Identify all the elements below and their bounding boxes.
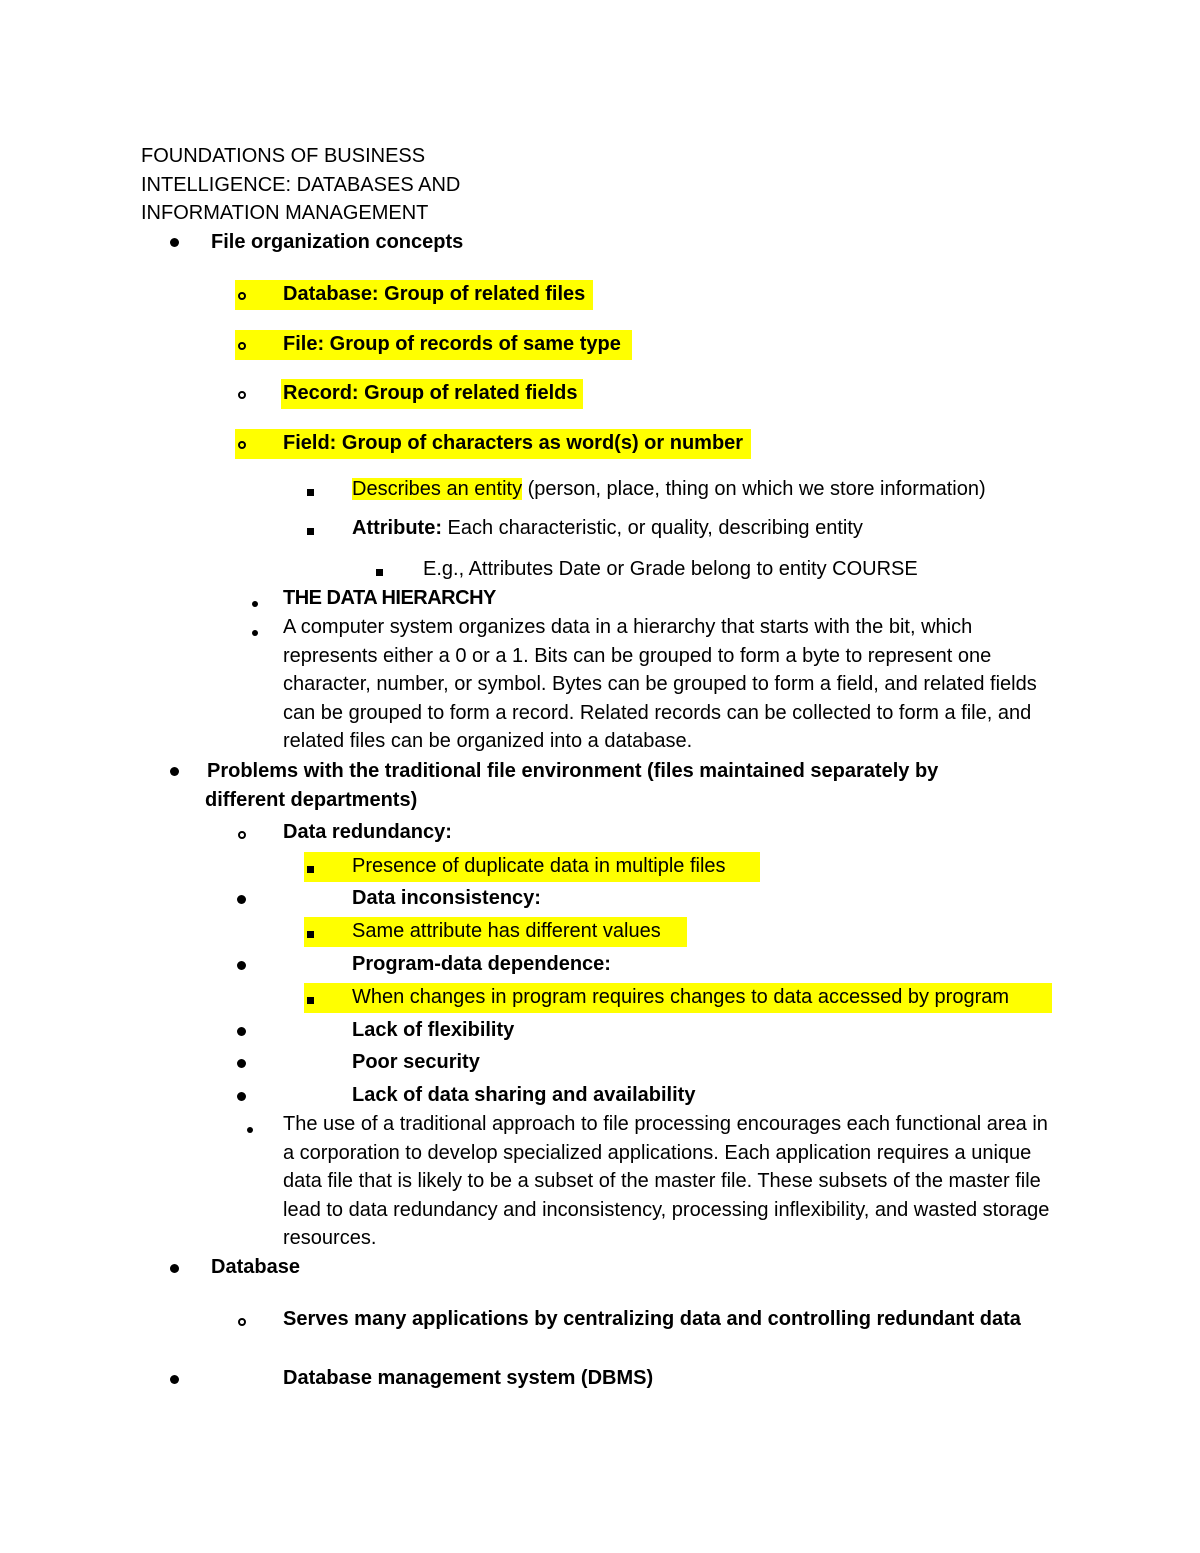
traditional-approach-paragraph: The use of a traditional approach to file processing encourages each functional area in a corporation to develop specialized applications. Each application requires a unique data file that is likely to be a subset of the master file. These subsets of the master file lead to data redundancy and inconsistency, processing inflexibility, and wasted storage resources.	[283, 1113, 1050, 1250]
attribute-line	[352, 514, 863, 543]
square-bullet-icon	[307, 482, 314, 502]
bullet-icon	[252, 593, 258, 613]
entity-line	[352, 475, 986, 504]
bullet-icon	[247, 1119, 253, 1139]
item-field: Field: Group of characters as word(s) or number	[283, 432, 744, 454]
dependence-definition: When changes in program requires changes to data accessed by program	[352, 986, 1010, 1008]
data-redundancy: Data redundancy:	[283, 821, 452, 843]
dbms-heading: Database management system (DBMS)	[283, 1367, 654, 1389]
attribute-label: Attribute:	[352, 517, 442, 539]
bullet-icon	[237, 1022, 246, 1042]
inconsistency-definition: Same attribute has different values	[352, 920, 661, 942]
database-serves: Serves many applications by centralizing data and controlling redundant data	[283, 1308, 1021, 1330]
square-bullet-icon	[307, 521, 314, 541]
square-bullet-icon	[307, 859, 314, 879]
circle-bullet-icon	[238, 385, 248, 405]
square-bullet-icon	[376, 562, 383, 582]
title-line-1: FOUNDATIONS OF BUSINESS	[141, 145, 426, 167]
bullet-icon	[237, 956, 246, 976]
file-org-heading: File organization concepts	[211, 231, 464, 253]
bullet-icon	[237, 1087, 246, 1107]
square-bullet-icon	[307, 924, 314, 944]
hierarchy-heading: THE DATA HIERARCHY	[283, 587, 496, 609]
database-heading: Database	[211, 1256, 300, 1278]
lack-of-flexibility: Lack of flexibility	[352, 1019, 515, 1041]
bullet-icon	[252, 622, 258, 642]
hierarchy-paragraph: A computer system organizes data in a hierarchy that starts with the bit, which represents either a 0 or a 1. Bits can be grouped to form a byte to represent one character, number, or symbol. Bytes can be grouped to form a field, and related fields can be grouped to form a record. Related records can be collected to form a file, and related files can be organized into a database.	[283, 616, 1037, 753]
redundancy-definition: Presence of duplicate data in multiple files	[352, 855, 726, 877]
title-line-2: INTELLIGENCE: DATABASES AND	[141, 174, 461, 196]
item-record: Record: Group of related fields	[283, 382, 578, 404]
circle-bullet-icon	[238, 1312, 248, 1332]
entity-highlight: Describes an entity	[352, 478, 523, 500]
problems-heading-line-1: Problems with the traditional file environment (files maintained separately by	[207, 760, 939, 782]
item-file: File: Group of records of same type	[283, 333, 621, 355]
bullet-icon	[237, 890, 246, 910]
attribute-example: E.g., Attributes Date or Grade belong to entity COURSE	[423, 558, 918, 580]
square-bullet-icon	[307, 990, 314, 1010]
bullet-icon	[170, 233, 179, 253]
problems-heading-line-2: different departments)	[205, 789, 418, 811]
bullet-icon	[170, 1259, 179, 1279]
bullet-icon	[237, 1054, 246, 1074]
entity-description: (person, place, thing on which we store information)	[522, 478, 986, 500]
attribute-description: Each characteristic, or quality, describing entity	[441, 517, 863, 539]
circle-bullet-icon	[238, 435, 248, 455]
circle-bullet-icon	[238, 286, 248, 306]
bullet-icon	[170, 762, 179, 782]
program-data-dependence: Program-data dependence:	[352, 953, 611, 975]
item-database: Database: Group of related files	[283, 283, 586, 305]
data-inconsistency: Data inconsistency:	[352, 887, 541, 909]
circle-bullet-icon	[238, 825, 248, 845]
lack-of-data-sharing: Lack of data sharing and availability	[352, 1084, 696, 1106]
title-line-3: INFORMATION MANAGEMENT	[141, 202, 429, 224]
circle-bullet-icon	[238, 336, 248, 356]
poor-security: Poor security	[352, 1051, 480, 1073]
bullet-icon	[170, 1370, 179, 1390]
